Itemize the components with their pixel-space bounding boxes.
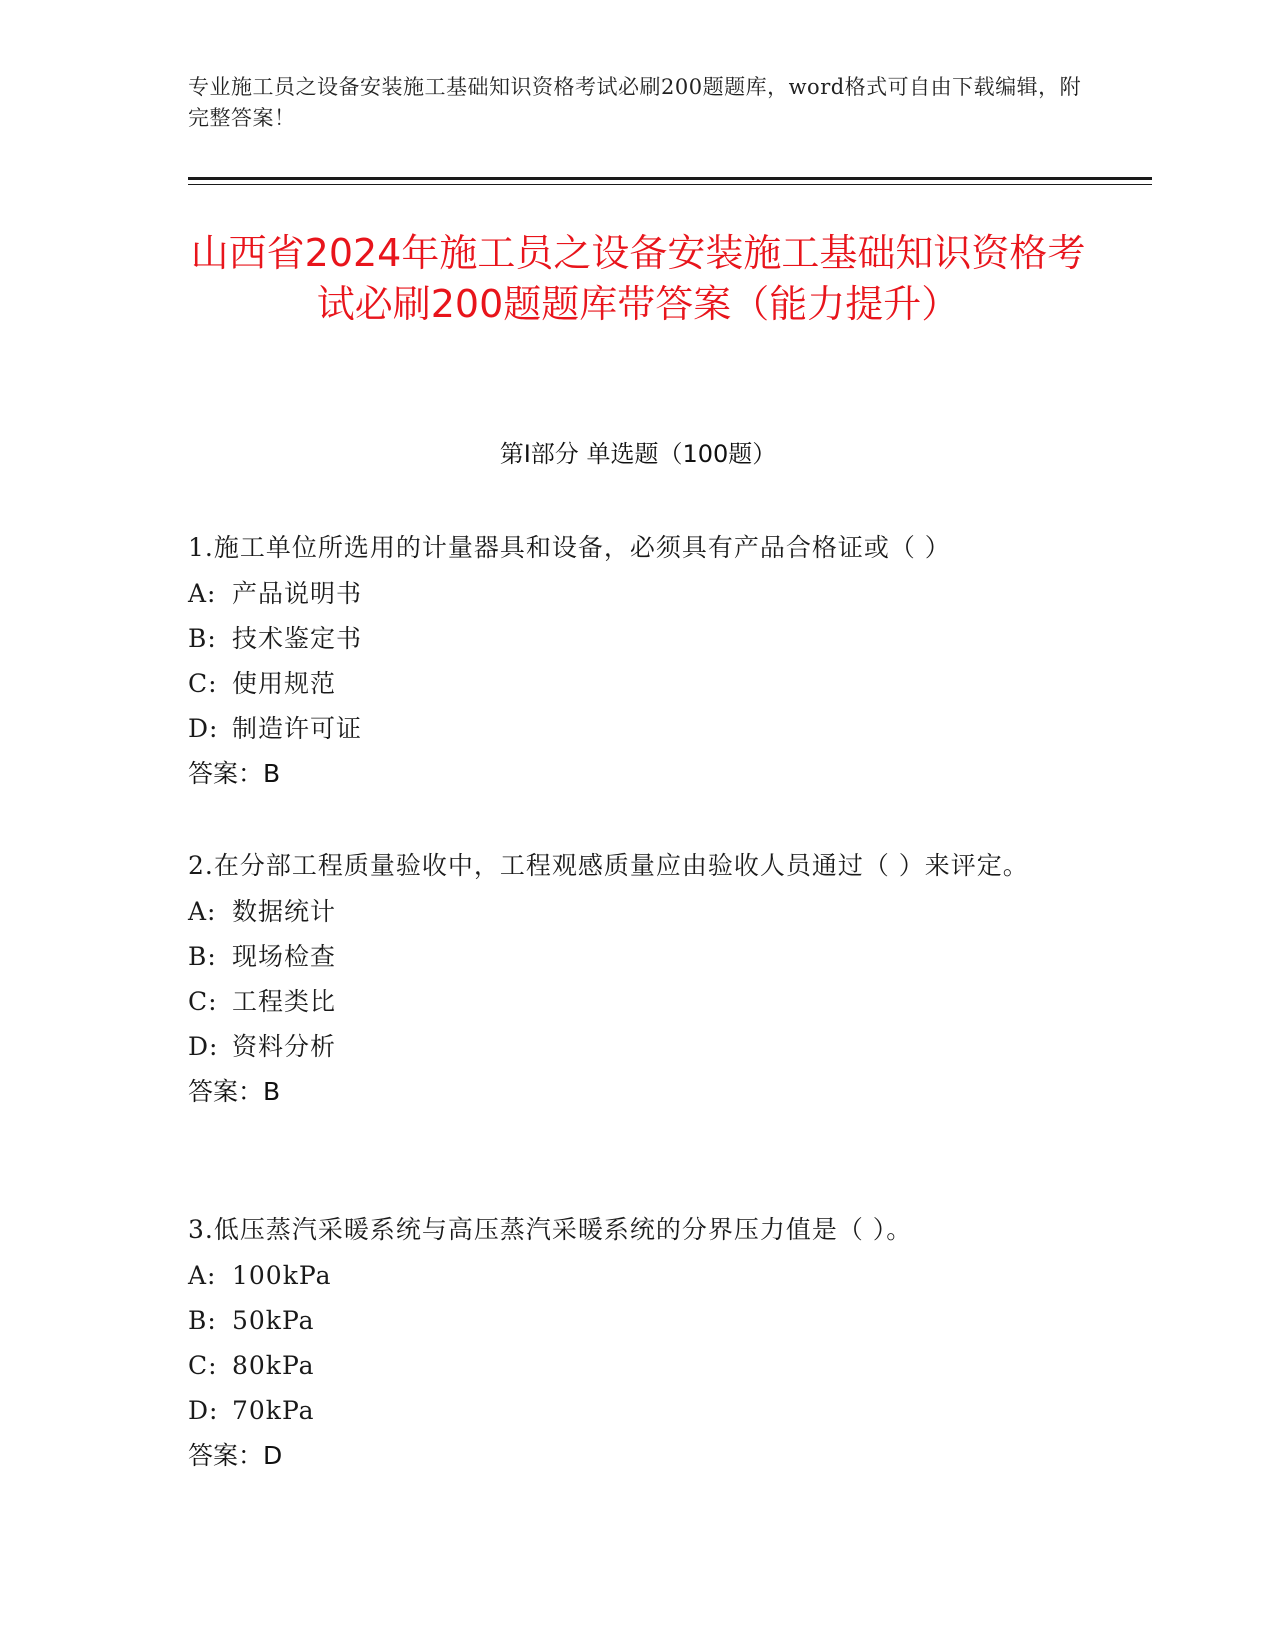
header-note: 专业施工员之设备安装施工基础知识资格考试必刷200题题库，word格式可自由下载编辑，附完整答案！ xyxy=(188,75,1082,130)
answer: 答案：D xyxy=(188,1441,283,1470)
option-text: 工程类比 xyxy=(232,987,337,1016)
option-key: C: xyxy=(188,1351,218,1380)
option-key: C: xyxy=(188,987,218,1016)
option-b xyxy=(188,934,1088,979)
option-a xyxy=(188,889,1088,934)
question-stem: 1.施工单位所选用的计量器具和设备，必须具有产品合格证或（ ） xyxy=(188,533,951,562)
header-rule-thick xyxy=(188,177,1152,180)
question-3 xyxy=(188,1207,1088,1479)
answer: 答案：B xyxy=(188,1077,281,1106)
option-key: B: xyxy=(188,942,217,971)
option-text: 资料分析 xyxy=(232,1032,337,1061)
question-2 xyxy=(188,843,1088,1115)
option-key: B: xyxy=(188,1306,217,1335)
option-text: 现场检查 xyxy=(232,942,337,971)
question-1 xyxy=(188,525,1088,797)
option-key: D: xyxy=(188,1396,219,1425)
document-title: 山西省2024年施工员之设备安装施工基础知识资格考试必刷200题题库带答案（能力提升） xyxy=(190,231,1086,326)
header-rule-thin xyxy=(188,184,1152,185)
question-stem: 2.在分部工程质量验收中，工程观感质量应由验收人员通过（ ）来评定。 xyxy=(188,851,1029,880)
option-c xyxy=(188,979,1088,1024)
option-text: 50kPa xyxy=(232,1306,315,1335)
answer: 答案：B xyxy=(188,759,281,788)
option-text: 制造许可证 xyxy=(232,714,363,743)
option-b xyxy=(188,616,1088,661)
option-a xyxy=(188,1253,1088,1298)
option-d xyxy=(188,1024,1088,1069)
option-key: C: xyxy=(188,669,218,698)
option-d xyxy=(188,1388,1088,1433)
option-a xyxy=(188,571,1088,616)
option-text: 技术鉴定书 xyxy=(232,624,363,653)
option-text: 产品说明书 xyxy=(232,579,363,608)
option-text: 80kPa xyxy=(232,1351,315,1380)
option-c xyxy=(188,1343,1088,1388)
option-d xyxy=(188,706,1088,751)
option-c xyxy=(188,661,1088,706)
option-text: 数据统计 xyxy=(232,897,337,926)
section-title: 第Ⅰ部分 单选题（100题） xyxy=(499,440,777,468)
option-b xyxy=(188,1298,1088,1343)
option-key: D: xyxy=(188,714,219,743)
option-key: D: xyxy=(188,1032,219,1061)
option-text: 100kPa xyxy=(232,1261,332,1290)
option-key: A: xyxy=(188,579,217,608)
option-key: A: xyxy=(188,1261,217,1290)
option-text: 70kPa xyxy=(232,1396,315,1425)
option-text: 使用规范 xyxy=(232,669,337,698)
option-key: A: xyxy=(188,897,217,926)
question-stem: 3.低压蒸汽采暖系统与高压蒸汽采暖系统的分界压力值是（ ）。 xyxy=(188,1215,913,1244)
option-key: B: xyxy=(188,624,217,653)
